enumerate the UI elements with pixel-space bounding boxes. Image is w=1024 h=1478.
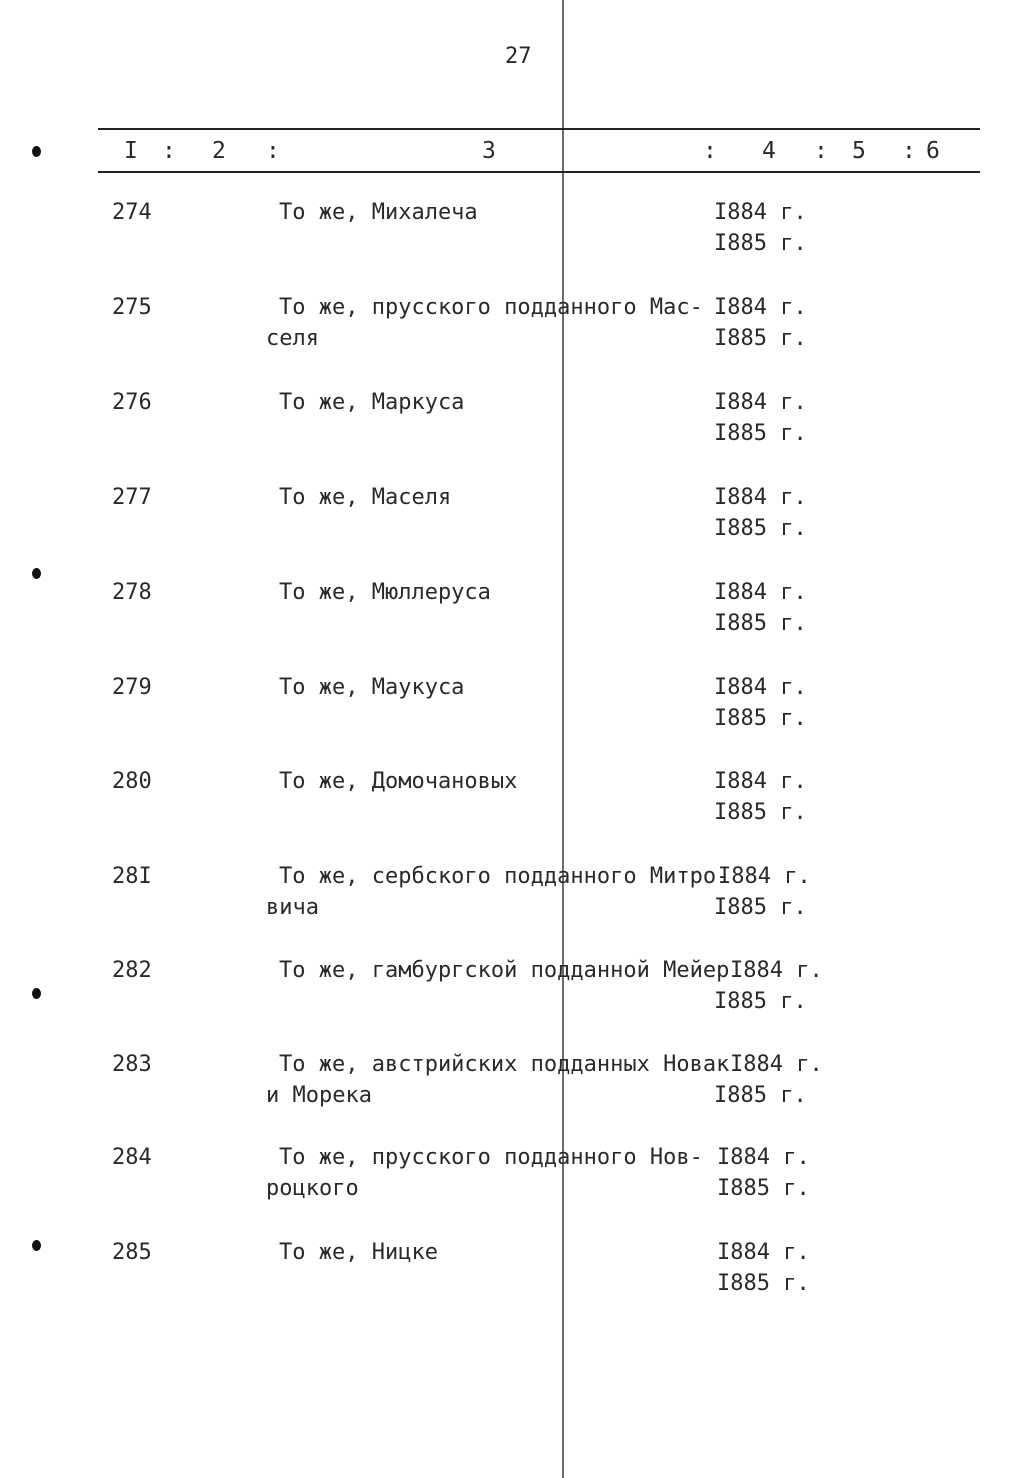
header-separator: : (162, 138, 176, 164)
header-col-1: I (124, 138, 138, 164)
table-top-rule (98, 128, 980, 130)
row-year-end: I885 г. (714, 611, 807, 636)
row-number: 279 (112, 675, 152, 700)
row-year-end: I885 г. (714, 326, 807, 351)
row-year-end: I885 г. (714, 989, 807, 1014)
row-number: 284 (112, 1145, 152, 1170)
table-row (0, 864, 1024, 958)
row-description: То же, гамбургской подданной Мейер (279, 958, 730, 983)
row-description: То же, австрийских подданных Новак (279, 1052, 730, 1077)
row-description: То же, Ницке (279, 1240, 438, 1265)
row-number: 28I (112, 864, 152, 889)
row-description: То же, Маукуса (279, 675, 465, 700)
header-col-5: 5 (852, 138, 866, 164)
row-year-start: I884 г. (714, 580, 807, 605)
binder-hole-mark (32, 146, 41, 157)
row-description: То же, Маселя (279, 485, 452, 510)
row-description: То же, Мюллеруса (279, 580, 491, 605)
header-col-2: 2 (212, 138, 226, 164)
row-number: 283 (112, 1052, 152, 1077)
row-year-end: I885 г. (714, 706, 807, 731)
row-number: 276 (112, 390, 152, 415)
row-description-continued: селя (266, 326, 319, 351)
row-description: То же, Михалеча (279, 200, 478, 225)
row-year-end: I885 г. (717, 1176, 810, 1201)
table-row (0, 1240, 1024, 1334)
row-year-end: I885 г. (714, 800, 807, 825)
row-number: 277 (112, 485, 152, 510)
table-row (0, 769, 1024, 863)
row-year-start: I884 г. (714, 769, 807, 794)
row-year-start: I884 г. (714, 295, 807, 320)
row-year-end: I885 г. (714, 1083, 807, 1108)
row-description-continued: роцкого (266, 1176, 359, 1201)
row-year-start: I884 г. (714, 675, 807, 700)
row-year-end: I885 г. (714, 895, 807, 920)
table-row (0, 200, 1024, 294)
row-year-end: I885 г. (717, 1271, 810, 1296)
table-header-rule (98, 171, 980, 173)
row-number: 278 (112, 580, 152, 605)
row-number: 275 (112, 295, 152, 320)
header-separator: : (902, 138, 916, 164)
row-number: 285 (112, 1240, 152, 1265)
table-row (0, 390, 1024, 484)
row-description: То же, прусского подданного Нов- (279, 1145, 703, 1170)
table-row (0, 580, 1024, 674)
row-description: То же, Маркуса (279, 390, 465, 415)
table-row (0, 1052, 1024, 1146)
row-year-end: I885 г. (714, 516, 807, 541)
header-col-6: 6 (926, 138, 940, 164)
row-year-end: I885 г. (714, 421, 807, 446)
header-separator: : (814, 138, 828, 164)
header-separator: : (266, 138, 280, 164)
row-year-end: I885 г. (714, 231, 807, 256)
row-year-start: I884 г. (730, 958, 823, 983)
table-row (0, 1145, 1024, 1239)
row-year-start: I884 г. (714, 200, 807, 225)
row-year-start: I884 г. (730, 1052, 823, 1077)
page-number: 27 (505, 44, 532, 69)
row-description-continued: и Морека (266, 1083, 372, 1108)
row-number: 282 (112, 958, 152, 983)
row-year-start: I884 г. (714, 390, 807, 415)
row-description: То же, Домочановых (279, 769, 518, 794)
header-col-3: 3 (482, 138, 496, 164)
row-year-start: I884 г. (717, 1240, 810, 1265)
row-description: То же, сербского подданного Митро- (279, 864, 730, 889)
row-year-start: I884 г. (717, 1145, 810, 1170)
table-row (0, 295, 1024, 389)
header-separator: : (703, 138, 717, 164)
row-year-start: I884 г. (718, 864, 811, 889)
header-col-4: 4 (762, 138, 776, 164)
table-row (0, 958, 1024, 1052)
row-year-start: I884 г. (714, 485, 807, 510)
table-row (0, 485, 1024, 579)
table-row (0, 675, 1024, 769)
row-description-continued: вича (266, 895, 319, 920)
row-number: 274 (112, 200, 152, 225)
row-number: 280 (112, 769, 152, 794)
row-description: То же, прусского подданного Мас- (279, 295, 703, 320)
